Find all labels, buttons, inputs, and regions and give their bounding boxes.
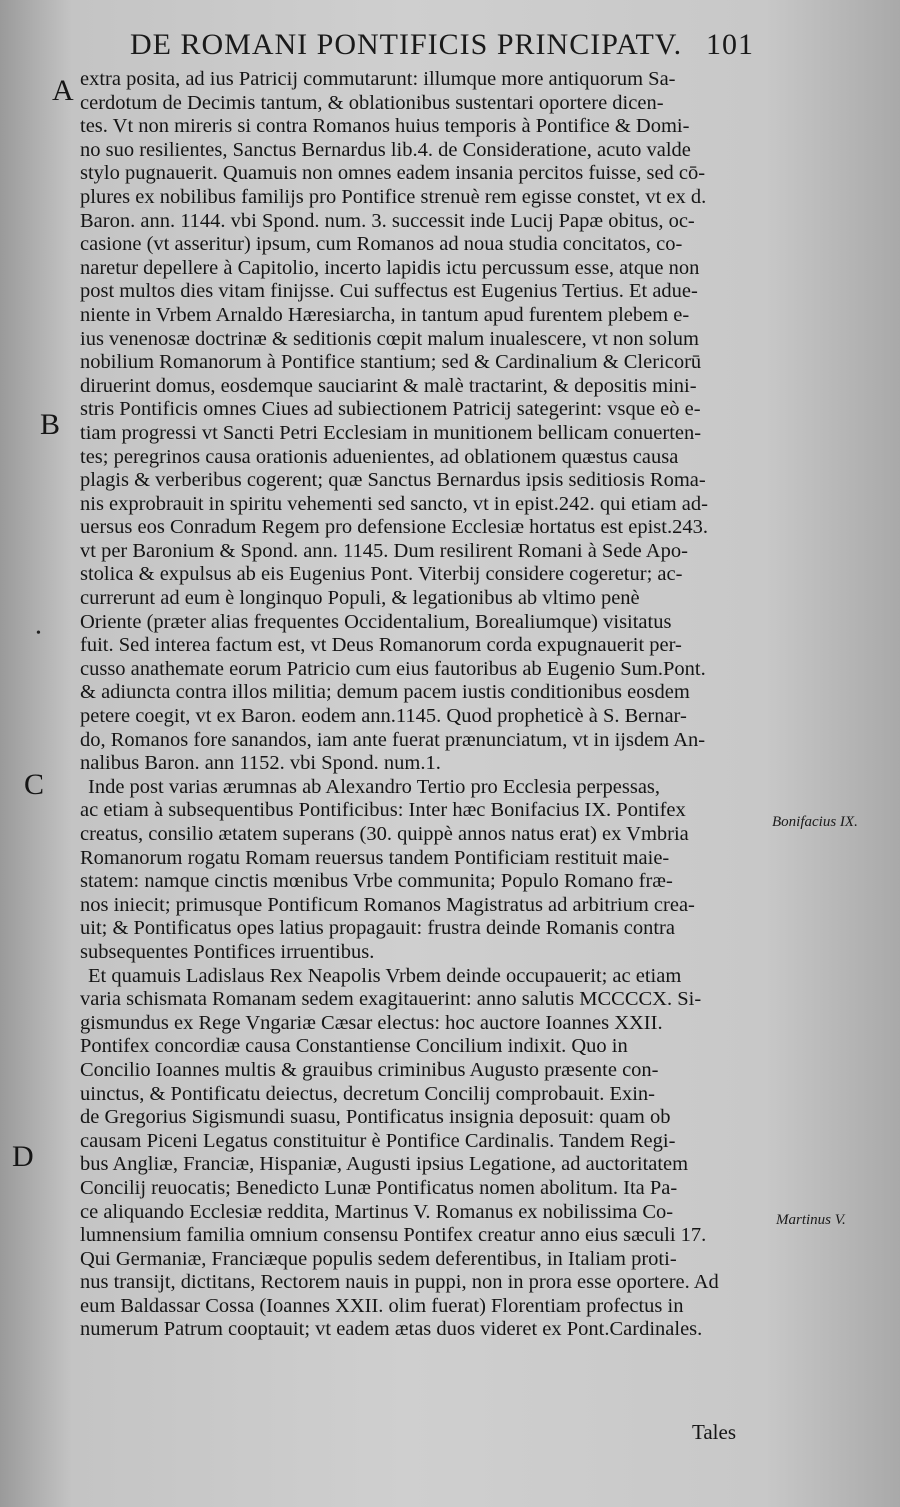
text-line: stris Pontificis omnes Ciues ad subiectionem Patricij sategerint: vsque eò e- (80, 398, 701, 421)
text-line: tiam progressi vt Sancti Petri Ecclesiam in munitionem bellicam conuerten- (80, 421, 702, 444)
text-line: fuit. Sed interea factum est, vt Deus Romanorum corda expugnauerit per- (80, 634, 682, 657)
section-marker-b: B (40, 408, 61, 441)
text-line: Qui Germaniæ, Franciæque populis sedem deferentibus, in Italiam proti- (80, 1247, 677, 1270)
text-line: Concilij reuocatis; Benedicto Lunæ Pontificatus nomen abolitum. Ita Pa- (80, 1176, 678, 1199)
text-line: naretur depellere à Capitolio, incerto lapidis ictu percussum esse, atque non (80, 256, 700, 279)
text-line: tes; peregrinos causa orationis aduenientes, ad oblationem quæstus causa (80, 445, 679, 468)
text-line: uersus eos Conradum Regem pro defensione Ecclesiæ hortatus est epist.243. (80, 516, 708, 539)
text-line: niente in Vrbem Arnaldo Hæresiarcha, in tantum apud furentem plebem e- (80, 303, 690, 326)
text-line: de Gregorius Sigismundi suasu, Pontificatus insignia deposuit: quam ob (80, 1106, 671, 1129)
body-text (80, 68, 770, 1342)
text-line: no suo resilientes, Sanctus Bernardus lib.4. de Consideratione, acuto valde (80, 138, 691, 161)
section-marker-a: A (52, 74, 74, 107)
text-line: creatus, consilio ætatem superans (30. quippè annos natus erat) ex Vmbria (80, 823, 689, 845)
text-line: Concilio Ioannes multis & grauibus criminibus Augusto præsente con- (80, 1058, 659, 1081)
side-note-martinus: Martinus V. (776, 1212, 846, 1228)
margin-dot: • (36, 626, 41, 641)
text-line: Pontifex concordiæ causa Constantiense Concilium indixit. Quo in (80, 1035, 628, 1058)
text-line: plures ex nobilibus familijs pro Pontifice strenuè rem egisse constet, vt ex d. (80, 185, 707, 208)
text-line: nus transijt, dictitans, Rectorem nauis in puppi, non in prora esse oportere. Ad (80, 1271, 719, 1294)
text-line: casione (vt asseritur) ipsum, cum Romanos ad noua studia concitatos, co- (80, 233, 683, 256)
text-line: & adiuncta contra illos militia; demum pacem iustis conditionibus eosdem (80, 681, 690, 704)
text-line: Inde post varias ærumnas ab Alexandro Tertio pro Ecclesia perpessas, (88, 775, 661, 798)
section-marker-c: C (24, 768, 45, 801)
catchword: Tales (692, 1420, 737, 1444)
text-line: plagis & verberibus cogerent; quæ Sanctus Bernardus ipsis seditiosis Roma- (80, 469, 706, 492)
text-line: numerum Patrum cooptauit; vt eadem ætas duos videret ex Pont.Cardinales. (80, 1318, 703, 1341)
text-line: cusso anathemate eorum Patricio cum eius fautoribus ab Eugenio Sum.Pont. (80, 657, 706, 680)
text-line: nobilium Romanorum à Pontifice stantium; sed & Cardinalium & Clericorū (80, 351, 702, 374)
running-head-title: DE ROMANI PONTIFICIS PRINCIPATV. (130, 28, 683, 61)
text-line: post multos dies vitam finijsse. Cui suffectus est Eugenius Tertius. Et adue- (80, 280, 698, 303)
text-line: Oriente (præter alias frequentes Occidentalium, Borealiumque) visitatus (80, 610, 672, 633)
text-line: Et quamuis Ladislaus Rex Neapolis Vrbem deinde occupauerit; ac etiam (88, 964, 682, 987)
side-note-bonifacius: Bonifacius IX. (772, 814, 858, 830)
text-line: nalibus Baron. ann 1152. vbi Spond. num.1. (80, 752, 441, 775)
text-line: stolica & expulsus ab eis Eugenius Pont. Viterbij considere cogeretur; ac- (80, 563, 683, 586)
text-line: tes. Vt non mireris si contra Romanos huius temporis à Pontifice & Domi- (80, 115, 690, 138)
text-line: nos iniecit; primusque Pontificum Romanos Magistratus ad arbitrium crea- (80, 893, 695, 916)
text-line: extra posita, ad ius Patricij commutarunt: illumque more antiquorum Sa- (80, 68, 676, 90)
text-line: Romanorum rogatu Romam reuersus tandem Pontificiam restituit maie- (80, 846, 670, 869)
text-line: currerunt ad eum è longinquo Populi, & legationibus ab vltimo penè (80, 587, 640, 610)
text-line: subsequentes Pontifices irruentibus. (80, 940, 375, 963)
text-line: ce aliquando Ecclesiæ reddita, Martinus V. Romanus ex nobilissima Co- (80, 1200, 674, 1223)
text-line: stylo pugnauerit. Quamuis non omnes eadem insania percitos fuisse, sed cō- (80, 162, 706, 185)
text-line: ac etiam à subsequentibus Pontificibus: Inter hæc Bonifacius IX. Pontifex (80, 799, 686, 822)
section-marker-d: D (12, 1140, 34, 1173)
text-line: ius venenosæ doctrinæ & seditionis cœpit malum inualescere, vt non solum (80, 327, 699, 350)
text-line: uinctus, & Pontificatu deiectus, decretum Concilij comprobauit. Exin- (80, 1082, 656, 1105)
text-line: vt per Baronium & Spond. ann. 1145. Dum resilirent Romani à Sede Apo- (80, 539, 688, 562)
text-line: statem: namque cinctis mœnibus Vrbe communita; Populo Romano fræ- (80, 870, 673, 893)
text-line: uit; & Pontificatus opes latius propagauit: frustra deinde Romanis contra (80, 917, 675, 940)
page-number: 101 (706, 28, 754, 61)
text-line: nis exprobrauit in spiritu vehementi sed sancto, vt in epist.242. qui etiam ad- (80, 492, 708, 515)
text-line: bus Angliæ, Franciæ, Hispaniæ, Augusti ipsius Legatione, ad auctoritatem (80, 1153, 689, 1176)
text-line: cerdotum de Decimis tantum, & oblationibus sustentari oportere dicen- (80, 91, 664, 114)
text-line: eum Baldassar Cossa (Ioannes XXII. olim fuerat) Florentiam profectus in (80, 1294, 684, 1317)
text-line: gismundus ex Rege Vngariæ Cæsar electus: hoc auctore Ioannes XXII. (80, 1011, 663, 1034)
text-line: lumnensium familia omnium consensu Pontifex creatur anno eius sæculi 17. (80, 1224, 707, 1247)
text-line: petere coegit, vt ex Baron. eodem ann.1145. Quod propheticè à S. Bernar- (80, 705, 687, 728)
running-head (130, 28, 754, 68)
text-line: Baron. ann. 1144. vbi Spond. num. 3. successit inde Lucij Papæ obitus, oc- (80, 209, 695, 232)
text-line: causam Piceni Legatus constituitur è Pontifice Cardinalis. Tandem Regi- (80, 1129, 676, 1152)
text-line: diruerint domus, eosdemque sauciarint & malè tractarint, & depositis mini- (80, 374, 697, 397)
text-line: varia schismata Romanam sedem exagitauerint: anno salutis MCCCCX. Si- (80, 988, 702, 1011)
text-line: do, Romanos fore sanandos, iam ante fuerat prænunciatum, vt in ijsdem An- (80, 728, 706, 751)
